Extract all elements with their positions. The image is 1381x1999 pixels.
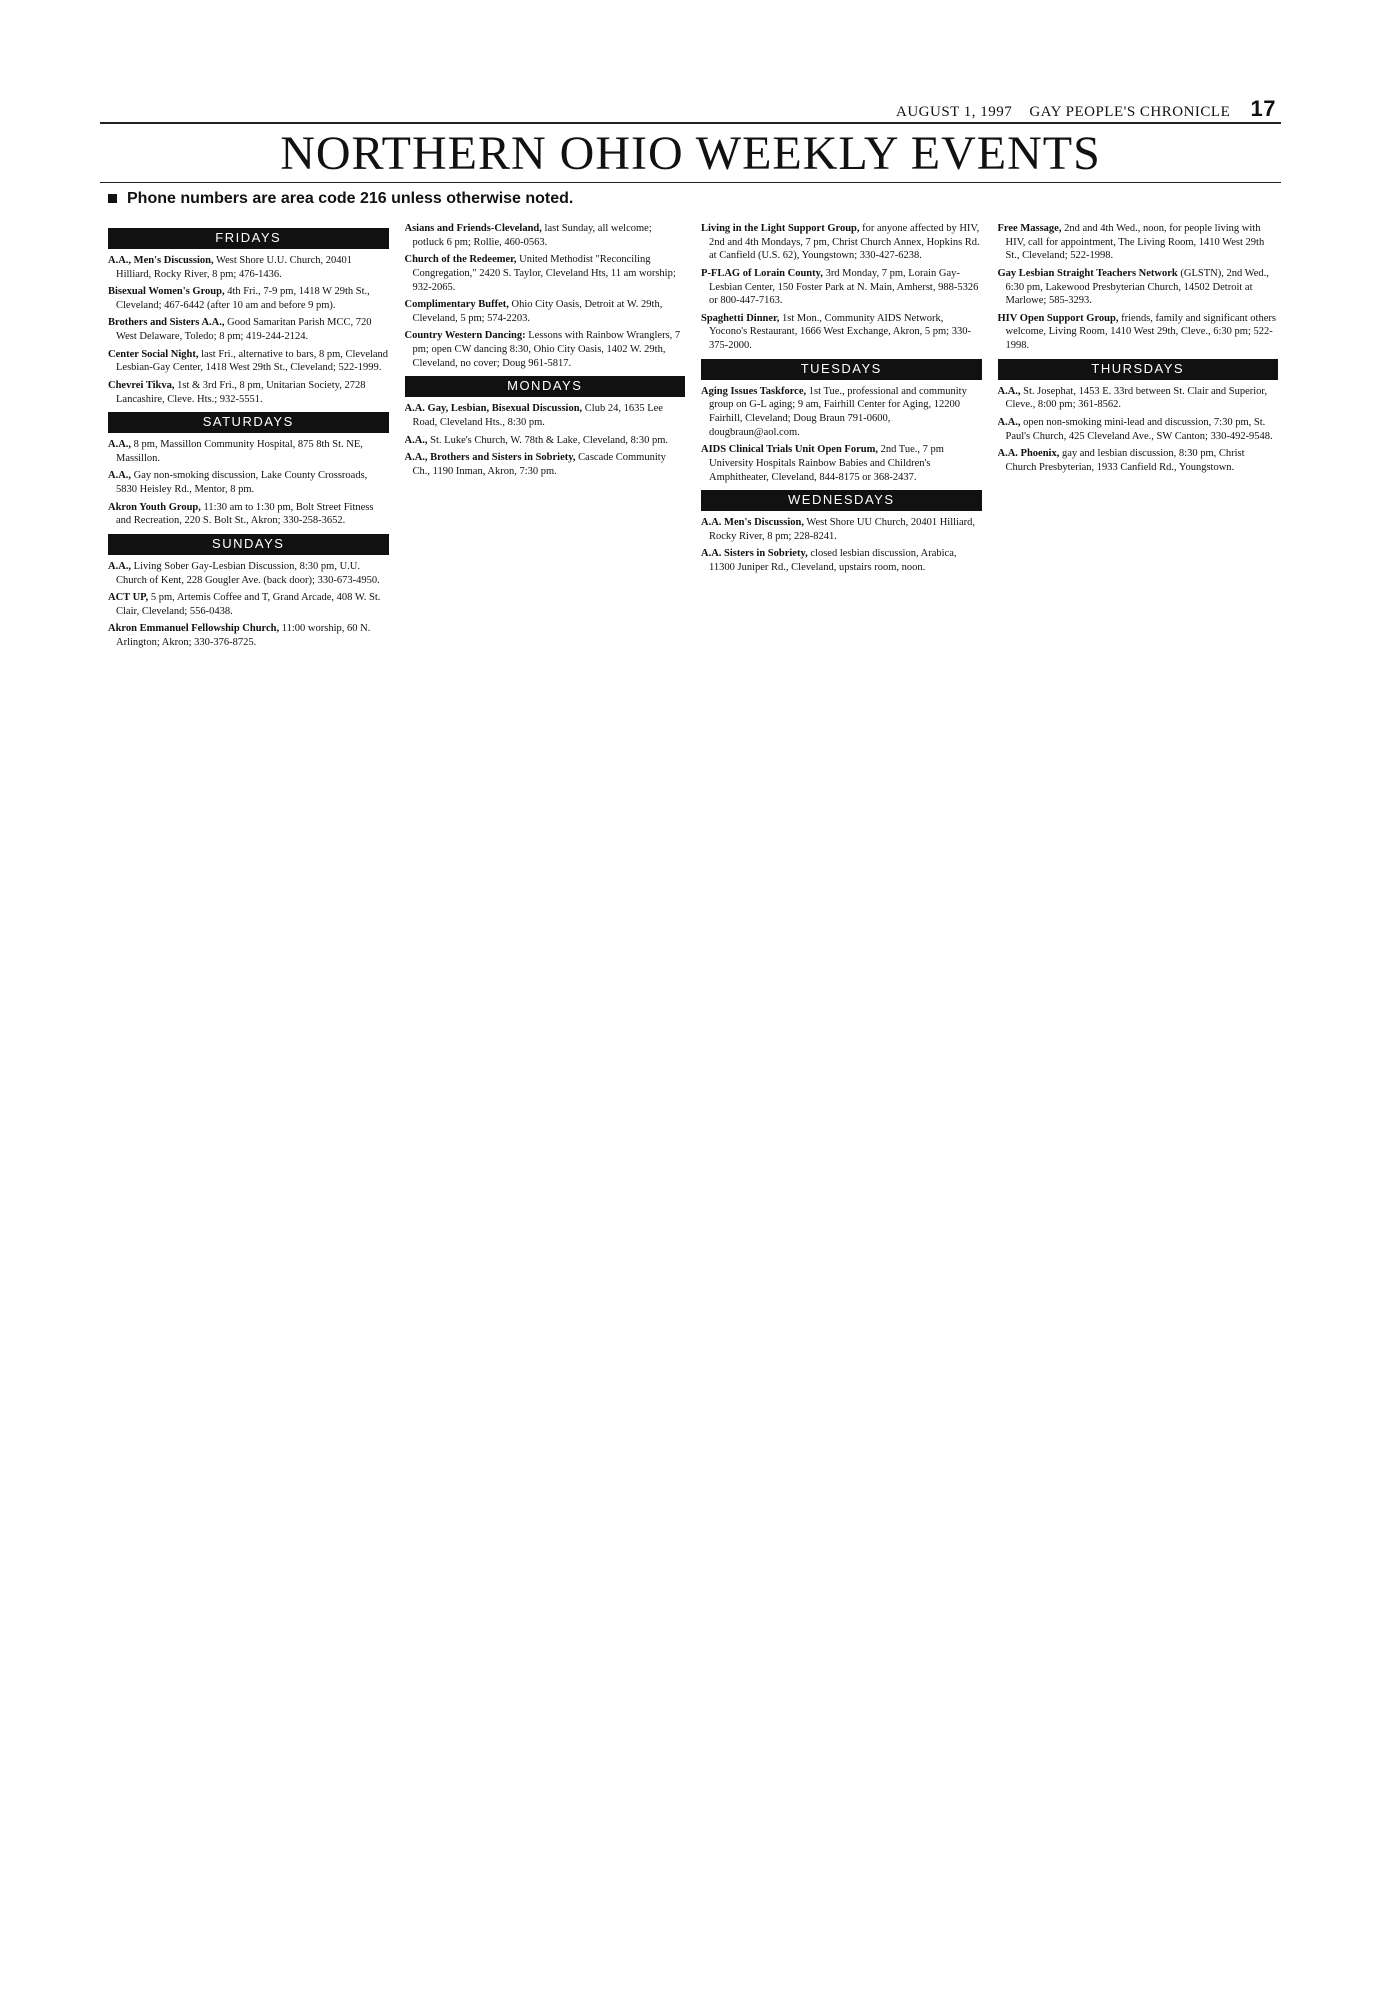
event-name: A.A., bbox=[108, 560, 132, 572]
event-name: Center Social Night, bbox=[108, 348, 199, 360]
square-bullet-icon bbox=[108, 194, 117, 203]
event-listing bbox=[998, 222, 1279, 263]
event-name: A.A., bbox=[108, 470, 132, 482]
event-name: A.A., bbox=[108, 439, 132, 451]
event-name: Akron Youth Group, bbox=[108, 501, 201, 513]
event-listing bbox=[108, 254, 389, 281]
event-details: United Methodist "Reconciling Congregation," 2420 S. Taylor, Cleveland Hts, 11 am worship; 932-2065. bbox=[412, 254, 676, 293]
event-name: Chevrei Tikva, bbox=[108, 380, 175, 392]
event-name: A.A. Sisters in Sobriety, bbox=[701, 548, 808, 560]
day-heading: SUNDAYS bbox=[108, 534, 389, 555]
event-name: A.A., bbox=[997, 385, 1021, 397]
event-listing bbox=[998, 312, 1279, 353]
issue-date: AUGUST 1, 1997 bbox=[895, 104, 1013, 120]
day-heading: THURSDAYS bbox=[998, 359, 1279, 380]
listings-columns bbox=[108, 222, 1278, 1982]
event-details: Good Samaritan Parish MCC, 720 West Delaware, Toledo; 8 pm; 419-244-2124. bbox=[116, 317, 372, 343]
event-details: 2nd Tue., 7 pm University Hospitals Rainbow Babies and Children's Amphitheater, Cleveland, 844-8175 or 368-2437. bbox=[709, 444, 944, 483]
event-listing bbox=[405, 329, 686, 370]
event-details: closed lesbian discussion, Arabica, 11300 Juniper Rd., Cleveland, upstairs room, noon. bbox=[709, 548, 957, 573]
event-name: A.A., bbox=[997, 416, 1021, 428]
event-details: Cascade Community Ch., 1190 Inman, Akron, 7:30 pm. bbox=[412, 452, 666, 477]
event-details: for anyone affected by HIV, 2nd and 4th Mondays, 7 pm, Christ Church Annex, Hopkins Rd. at Canfield (U.S. 62), Youngstown; 330-427-6238. bbox=[709, 223, 980, 262]
event-details: Ohio City Oasis, Detroit at W. 29th, Cleveland, 5 pm; 574-2203. bbox=[412, 299, 663, 324]
page-number: 17 bbox=[1250, 96, 1276, 121]
event-details: 8 pm, Massillon Community Hospital, 875 8th St. NE, Massillon. bbox=[116, 439, 363, 464]
event-listing bbox=[998, 267, 1279, 308]
event-listing bbox=[998, 447, 1279, 474]
event-listing bbox=[701, 312, 982, 353]
event-details: 2nd and 4th Wed., noon, for people living with HIV, call for appointment, The Living Room, 1410 West 29th St., Cleveland; 522-1998. bbox=[1005, 223, 1265, 262]
event-name: ACT UP, bbox=[108, 592, 149, 604]
event-listing bbox=[701, 547, 982, 574]
header-rule bbox=[100, 122, 1281, 124]
event-listing bbox=[108, 316, 389, 343]
event-name: Akron Emmanuel Fellowship Church, bbox=[108, 623, 280, 635]
event-details: 1st Tue., professional and community group on G-L aging; 9 am, Fairhill Center for Aging, 12200 Fairhill, Cleveland; Doug Braun 791-0600, dougbraun@aol.com. bbox=[709, 385, 967, 438]
event-details: 3rd Monday, 7 pm, Lorain Gay-Lesbian Center, 150 Foster Park at N. Main, Amherst, 988-5326 or 800-447-7163. bbox=[709, 267, 979, 307]
event-name: Country Western Dancing: bbox=[404, 330, 526, 342]
day-heading: WEDNESDAYS bbox=[701, 490, 982, 511]
event-listing bbox=[108, 379, 389, 406]
event-details: 5 pm, Artemis Coffee and T, Grand Arcade, 408 W. St. Clair, Cleveland; 556-0438. bbox=[116, 592, 381, 617]
event-details: Gay non-smoking discussion, Lake County Crossroads, 5830 Heisley Rd., Mentor, 8 pm. bbox=[116, 470, 368, 496]
event-listing bbox=[998, 416, 1279, 443]
title-rule bbox=[100, 182, 1281, 183]
event-name: Brothers and Sisters A.A., bbox=[108, 317, 225, 329]
event-listing bbox=[405, 298, 686, 325]
event-details: St. Josephat, 1453 E. 33rd between St. Clair and Superior, Cleve., 8:00 pm; 361-8562. bbox=[1005, 385, 1268, 411]
event-listing bbox=[405, 222, 686, 249]
running-header bbox=[896, 96, 1276, 122]
event-name: Free Massage, bbox=[997, 223, 1062, 234]
event-name: P-FLAG of Lorain County, bbox=[701, 267, 823, 279]
event-listing bbox=[108, 438, 389, 465]
event-listing bbox=[405, 253, 686, 294]
event-name: A.A., Brothers and Sisters in Sobriety, bbox=[404, 452, 576, 464]
event-details: West Shore U.U. Church, 20401 Hilliard, Rocky River, 8 pm; 476-1436. bbox=[116, 254, 352, 280]
event-listing bbox=[701, 267, 982, 308]
event-details: last Sunday, all welcome; potluck 6 pm; Rollie, 460-0563. bbox=[412, 223, 652, 248]
event-details: 1st & 3rd Fri., 8 pm, Unitarian Society, 2728 Lancashire, Cleve. Hts.; 932-5551. bbox=[116, 380, 366, 405]
event-details: West Shore UU Church, 20401 Hilliard, Rocky River, 8 pm; 228-8241. bbox=[709, 517, 976, 542]
day-heading: MONDAYS bbox=[405, 376, 686, 397]
event-name: Bisexual Women's Group, bbox=[108, 286, 225, 298]
event-listing bbox=[701, 443, 982, 484]
event-name: A.A. Phoenix, bbox=[997, 448, 1060, 460]
event-listing bbox=[108, 469, 389, 496]
event-listing bbox=[701, 222, 982, 263]
publication-name: GAY PEOPLE'S CHRONICLE bbox=[1029, 104, 1231, 120]
event-details: 11:30 am to 1:30 pm, Bolt Street Fitness and Recreation, 220 S. Bolt St., Akron; 330-258-3652. bbox=[116, 501, 374, 527]
event-name: A.A., Men's Discussion, bbox=[108, 254, 214, 266]
event-listing bbox=[108, 348, 389, 375]
event-name: Church of the Redeemer, bbox=[404, 254, 517, 266]
event-details: St. Luke's Church, W. 78th & Lake, Cleveland, 8:30 pm. bbox=[427, 434, 668, 446]
event-details: 4th Fri., 7-9 pm, 1418 W 29th St., Cleveland; 467-6442 (after 10 am and before 9 pm). bbox=[116, 286, 370, 311]
event-name: Spaghetti Dinner, bbox=[701, 312, 780, 324]
event-listing bbox=[108, 501, 389, 528]
event-listing bbox=[998, 385, 1279, 412]
event-listing bbox=[405, 434, 686, 448]
event-details: gay and lesbian discussion, 8:30 pm, Christ Church Presbyterian, 1933 Canfield Rd., Youngstown. bbox=[1005, 448, 1245, 473]
listings-column bbox=[405, 222, 686, 1982]
event-name: A.A. Men's Discussion, bbox=[701, 517, 804, 529]
event-details: open non-smoking mini-lead and discussion, 7:30 pm, St. Paul's Church, 425 Cleveland Ave., SW Canton; 330-492-9548. bbox=[1005, 416, 1273, 442]
event-details: last Fri., alternative to bars, 8 pm, Cleveland Lesbian-Gay Center, 1418 West 29th St., Cleveland; 522-1999. bbox=[116, 348, 389, 374]
event-details: 1st Mon., Community AIDS Network, Yocono's Restaurant, 1666 West Exchange, Akron, 5 pm; 330-375-2000. bbox=[709, 312, 971, 352]
event-details: (GLSTN), 2nd Wed., 6:30 pm, Lakewood Presbyterian Church, 14502 Detroit at Marlowe; 585-3293. bbox=[1005, 267, 1269, 307]
area-code-notice bbox=[108, 190, 573, 208]
event-name: Gay Lesbian Straight Teachers Network bbox=[997, 267, 1178, 279]
event-listing bbox=[108, 560, 389, 587]
event-name: Asians and Friends-Cleveland, bbox=[404, 223, 542, 234]
event-name: AIDS Clinical Trials Unit Open Forum, bbox=[701, 444, 878, 456]
event-listing bbox=[701, 385, 982, 440]
event-listing bbox=[701, 516, 982, 543]
listings-column bbox=[998, 222, 1279, 1982]
event-listing bbox=[108, 591, 389, 618]
listings-column bbox=[108, 222, 389, 1982]
event-details: Club 24, 1635 Lee Road, Cleveland Hts., 8:30 pm. bbox=[412, 403, 663, 428]
listings-column bbox=[701, 222, 982, 1982]
event-listing bbox=[108, 622, 389, 649]
page-title: NORTHERN OHIO WEEKLY EVENTS bbox=[280, 127, 1101, 180]
event-details: 11:00 worship, 60 N. Arlington; Akron; 330-376-8725. bbox=[116, 623, 371, 649]
event-name: Compliment​ary Buffet, bbox=[404, 299, 509, 311]
event-details: Lessons with Rainbow Wranglers, 7 pm; open CW dancing 8:30, Ohio City Oasis, 1402 W. 29th, Cleveland, no cover; Doug 961-5817. bbox=[412, 330, 681, 369]
day-heading: SATURDAYS bbox=[108, 412, 389, 433]
event-name: Aging Issues Taskforce, bbox=[701, 385, 807, 397]
event-name: A.A., bbox=[404, 434, 428, 446]
notice-text: Phone numbers are area code 216 unless otherwise noted. bbox=[127, 190, 574, 207]
day-heading: FRIDAYS bbox=[108, 228, 389, 249]
day-heading: TUESDAYS bbox=[701, 359, 982, 380]
event-name: HIV Open Support Group, bbox=[997, 312, 1119, 324]
event-listing bbox=[405, 402, 686, 429]
event-name: Living in the Light Support Group, bbox=[701, 223, 860, 234]
event-name: A.A. Gay, Lesbian, Bisexual Discussion, bbox=[404, 403, 583, 415]
event-details: friends, family and significant others welcome, Living Room, 1410 West 29th, Cleve., 6:30 pm; 522-1998. bbox=[1005, 312, 1276, 352]
event-listing bbox=[405, 451, 686, 478]
event-details: Living Sober Gay-Lesbian Discussion, 8:30 pm, U.U. Church of Kent, 228 Gougler Ave. (back door); 330-673-4950. bbox=[116, 560, 380, 586]
event-listing bbox=[108, 285, 389, 312]
